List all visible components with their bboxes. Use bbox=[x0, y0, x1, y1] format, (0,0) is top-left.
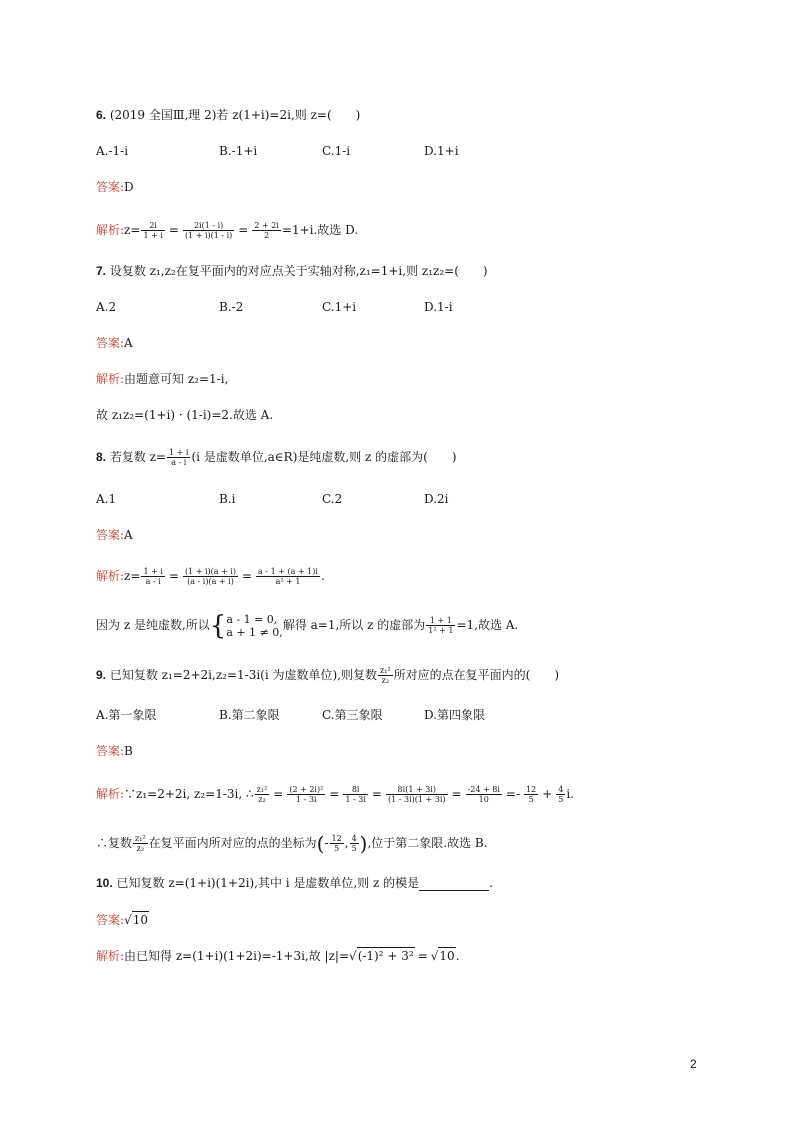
q6-stem-line bbox=[96, 107, 360, 123]
q9-explanation-2: ∴复数 $\frac{\text{z₁²}}{\text{z₂}}$ 在复平面内所对应的点的坐标为(- $\frac{12}{5}$ , $\frac{4}{5}$ ),位于第二象限.故选 B. bbox=[96, 831, 488, 856]
fraction: $\frac{2i}{1 + i}$ bbox=[143, 221, 163, 240]
fraction: $\frac{12}{5}$ bbox=[526, 785, 537, 804]
q7-option-a: A.2 bbox=[96, 300, 117, 314]
fraction: $\frac{\text{z₁²}}{\text{z₂}}$ bbox=[256, 785, 268, 804]
answer-label: 答案: bbox=[96, 180, 125, 194]
q8-number: 8. bbox=[96, 450, 107, 464]
q9-option-a: A.第一象限 bbox=[96, 708, 157, 722]
fraction: $\frac{\text{z₁²}}{\text{z₂}}$ bbox=[135, 834, 146, 853]
q6-answer-value: D bbox=[124, 180, 134, 194]
q8-option-c: C.2 bbox=[322, 492, 343, 506]
fraction: $\frac{1 + i}{a - i}$ bbox=[169, 448, 189, 467]
answer-blank bbox=[419, 878, 489, 891]
explanation-label: 解析: bbox=[96, 223, 125, 237]
q7-number: 7. bbox=[96, 264, 107, 278]
fraction: $\frac{a - 1 + (a + 1)i}{\text{a² + 1}}$ bbox=[258, 567, 318, 586]
fraction: $\frac{1 + i}{a - i}$ bbox=[143, 567, 163, 586]
fraction: $\frac{-24 + 8i}{10}$ bbox=[467, 785, 500, 804]
q8-explanation-2: 因为 z 是纯虚数,所以{ a - 1 = 0, a + 1 ≠ 0, 解得 a=1,所以 z 的虚部为 $\frac{1 + 1}{\text{1² + 1}}$ =1,故选 A. bbox=[96, 610, 519, 641]
q9-option-b: B.第二象限 bbox=[219, 708, 280, 722]
q9-option-c: C.第三象限 bbox=[322, 708, 383, 722]
fraction: $\frac{(1 + i)(a + i)}{(a - i)(a + i)}$ bbox=[184, 567, 236, 586]
q7-answer bbox=[96, 335, 133, 351]
q9-answer bbox=[96, 743, 133, 759]
q6-option-a: A.-1-i bbox=[96, 144, 129, 158]
explanation-label: 解析: bbox=[96, 372, 125, 386]
fraction: $\frac{\text{z₁²}}{\text{z₂}}$ bbox=[380, 666, 391, 685]
q10-number: 10. bbox=[96, 876, 113, 890]
sqrt-sign: √ bbox=[430, 949, 439, 963]
q8-answer-value: A bbox=[124, 528, 133, 542]
fraction: $\frac{4}{5}$ bbox=[558, 785, 564, 804]
sqrt-sign: √ bbox=[349, 949, 357, 963]
q8-option-d: D.2i bbox=[424, 492, 449, 506]
q6-option-d: D.1+i bbox=[424, 144, 459, 158]
q9-number: 9. bbox=[96, 668, 107, 682]
brace: { bbox=[209, 610, 227, 641]
q8-stem-line: 8. 若复数 z= $\frac{1 + i}{a - i}$ (i 是虚数单位,a∈R)是纯虚数,则 z 的虚部为( ) bbox=[96, 448, 457, 467]
q6-answer bbox=[96, 179, 134, 195]
fraction: $\frac{8i}{1 - 3i}$ bbox=[345, 785, 366, 804]
q10-answer bbox=[96, 911, 149, 928]
q7-explanation-2: 故 z₁z₂=(1+i) · (1-i)=2.故选 A. bbox=[96, 408, 274, 422]
q9-option-d: D.第四象限 bbox=[424, 708, 486, 722]
q10-stem-line: 10. 已知复数 z=(1+i)(1+2i),其中 i 是虚数单位,则 z 的模是 . bbox=[96, 876, 493, 890]
q6-option-c: C.1-i bbox=[322, 144, 351, 158]
q7-option-b: B.-2 bbox=[219, 300, 244, 314]
fraction: $\frac{12}{5}$ bbox=[331, 834, 342, 853]
q9-stem-line: 9. 已知复数 z₁=2+2i,z₂=1-3i(i 为虚数单位),则复数 $\frac{\text{z₁²}}{\text{z₂}}$ 所对应的点在复平面内的( ) bbox=[96, 666, 560, 685]
q7-option-c: C.1+i bbox=[322, 300, 357, 314]
q8-option-b: B.i bbox=[219, 492, 236, 506]
q9-explanation-1: 解析:∵z₁=2+2i, z₂=1-3i, ∴ $\frac{\text{z₁²}}{\text{z₂}}$ = $\frac{\text{(2 + 2i)²}}{1 - 3i}$ = $\frac{8i}{1 - 3i}$ = $\frac{8i(1 + 3i)}{(1 - 3i)(1 + 3i)}$ = $\frac{-24 + 8i}{10}$ =- $\frac{12}{5}$ + $\frac{4}{5}$ i. bbox=[96, 785, 575, 804]
answer-label: 答案: bbox=[96, 744, 125, 758]
explanation-label: 解析: bbox=[96, 949, 125, 963]
q6-number: 6. bbox=[96, 108, 107, 122]
q7-stem-line bbox=[96, 263, 488, 279]
q8-answer bbox=[96, 527, 133, 543]
q10-stem: 已知复数 z=(1+i)(1+2i),其中 i 是虚数单位,则 z 的模是 bbox=[116, 876, 420, 890]
answer-label: 答案: bbox=[96, 336, 125, 350]
q8-explanation-1: 解析:z= $\frac{1 + i}{a - i}$ = $\frac{(1 + i)(a + i)}{(a - i)(a + i)}$ = $\frac{a - 1 + (a + 1)i}{\text{a² + 1}}$ . bbox=[96, 567, 325, 586]
q10-explanation: 解析:由已知得 z=(1+i)(1+2i)=-1+3i,故 |z|=√(-1)² + 3² = √10. bbox=[96, 949, 460, 963]
q6-stem: (2019 全国Ⅲ,理 2)若 z(1+i)=2i,则 z=( ) bbox=[109, 108, 361, 122]
q8-option-a: A.1 bbox=[96, 492, 117, 506]
fraction: $\frac{4}{5}$ bbox=[351, 834, 357, 853]
fraction: $\frac{2i(1 - i)}{(1 + i)(1 - i)}$ bbox=[184, 221, 233, 240]
q7-explanation-1: 解析:由题意可知 z₂=1-i, bbox=[96, 372, 229, 386]
q9-answer-value: B bbox=[124, 744, 133, 758]
fraction: $\frac{2 + 2i}{2}$ bbox=[254, 221, 279, 240]
q10-answer-value: 10 bbox=[132, 913, 148, 927]
sqrt-sign: √ bbox=[124, 913, 132, 927]
fraction: $\frac{\text{(2 + 2i)²}}{1 - 3i}$ bbox=[289, 785, 324, 804]
q6-option-b: B.-1+i bbox=[219, 144, 258, 158]
fraction: $\frac{1 + 1}{\text{1² + 1}}$ bbox=[428, 616, 454, 635]
q6-explanation: 解析:z= $\frac{2i}{1 + i}$ = $\frac{2i(1 - i)}{(1 + i)(1 - i)}$ = $\frac{2 + 2i}{2}$ =1+i.故选 D. bbox=[96, 221, 359, 240]
q7-answer-value: A bbox=[124, 336, 133, 350]
fraction: $\frac{8i(1 + 3i)}{(1 - 3i)(1 + 3i)}$ bbox=[387, 785, 446, 804]
explanation-label: 解析: bbox=[96, 569, 125, 583]
equation-system: a - 1 = 0, a + 1 ≠ 0, bbox=[226, 612, 283, 639]
q7-stem: 设复数 z₁,z₂在复平面内的对应点关于实轴对称,z₁=1+i,则 z₁z₂=( ) bbox=[109, 264, 488, 278]
explanation-label: 解析: bbox=[96, 787, 125, 801]
answer-label: 答案: bbox=[96, 528, 125, 542]
q7-option-d: D.1-i bbox=[424, 300, 453, 314]
page-number: 2 bbox=[690, 1057, 697, 1071]
answer-label: 答案: bbox=[96, 913, 125, 927]
